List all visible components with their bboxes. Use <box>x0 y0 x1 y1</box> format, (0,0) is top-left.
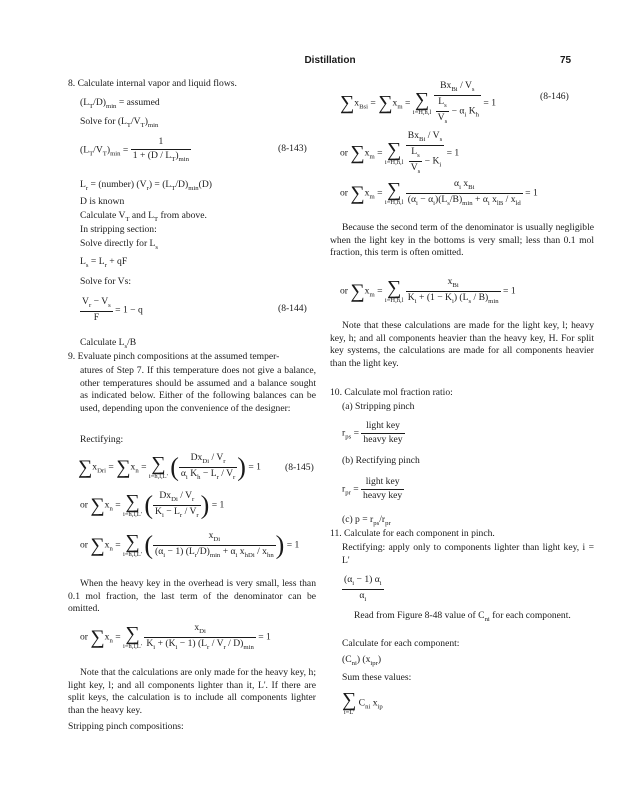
equation-or-rect-2: or $\sum x_n$ = ∑ i=h,l,L' ( $\frac{x_{Di}}{(\alpha_i - 1) (L_r/D)_{min} + \alpha_i x_{hDi} / x_{hn}}$ ) = 1 <box>80 530 300 560</box>
equation-or-rect-3: or $\sum x_n$ = ∑ i=h,l,L' $\frac{x_{Di}}{K_i + (K_i - 1) (L_r / V_r / D)_{min}}$ = 1 <box>80 622 271 651</box>
eq-number-8-144: (8-144) <box>278 303 307 314</box>
calculate-each: Calculate for each component: <box>342 638 460 649</box>
note-paragraph: Note that the calculations are only made for the heavy key, h; light key, l; and all components lighter than it, L'. If there are split keys, the calculation is to include all components lighter than the heavy key. <box>68 667 316 716</box>
page-number: 75 <box>560 55 572 66</box>
solve-vs: Solve for Vs: <box>80 276 131 287</box>
step-9-body: atures of Step 7. If this temperature does not give a balance, other temperatures should be assumed and a balance sought as indicated below. Either of the following balances can be used, depending upon the convenience of the designer: <box>80 365 316 414</box>
equation-8-144: $\frac{V_r - V_s}{F}$ = 1 − q <box>82 296 143 323</box>
equation-or-strip-1: or $\sum x_m$ = ∑ i=H,h,l $Bx_{Bi} / V_s$ $\frac{L_s}{V_s}$ − $K_i$ = 1 <box>340 130 460 175</box>
sum-cni-xip: ∑ i=L' $C_{ni}$ $x_{ip}$ <box>342 689 383 716</box>
step-10a: (a) Stripping pinch <box>342 401 415 412</box>
solve-ls: Solve directly for $L_s$ <box>80 238 159 251</box>
step-10b: (b) Rectifying pinch <box>342 455 420 466</box>
equation-or-rect-1: or $\sum x_n$ = ∑ i=h,l,L' ( $\frac{Dx_{Di} / V_r}{K_i - L_r / V_r}$ ) = 1 <box>80 490 225 520</box>
eq-number-8-143: (8-143) <box>278 143 307 154</box>
step-11-body: Rectifying: apply only to components lighter than light key, i = L' <box>342 542 594 566</box>
sum-values: Sum these values: <box>342 672 412 683</box>
cni-xpr: $(C_{ni})$ $(x_{ipr})$ <box>342 654 382 667</box>
stripping-pinch-label: Stripping pinch compositions: <box>68 721 184 732</box>
alpha-fraction: $\frac{(\alpha_i - 1) \alpha_i}{\alpha_i}$ <box>344 574 382 603</box>
calculate-lsb: Calculate $L_s/B$ <box>80 337 137 350</box>
eq-number-8-145: (8-145) <box>285 462 314 473</box>
second-term-paragraph: Because the second term of the denominator is usually negligible when the light key in the bottoms is very small; less than 0.1 mol fraction, this term is often omitted. <box>330 222 594 259</box>
ltd-min-assumed: $(L_T/D)_{min}$ = assumed <box>80 97 160 110</box>
rps-fraction: $r_{ps}$ = $\frac{\text{light key}}{\text{heavy key}}$ <box>342 420 403 445</box>
equation-8-143: $(L_T/V_T)_{min}$ = $\frac{1}{1 + (D / L_T)_{min}}$ <box>80 136 189 163</box>
calculations-note-paragraph: Note that these calculations are made for the light key, l; heavy key, h; and all components heavier than the heavy key, H. For split key systems, the calculations are made for all components heavier than the light key. <box>330 320 594 369</box>
rectifying-label: Rectifying: <box>80 434 124 445</box>
equation-8-146: $\sum x_{Bsi} = \sum x_m$ = ∑ i=H,h,l $Bx_{Bi} / V_s$ $\frac{L_s}{V_s}$ − $\alpha_i$ $K_h$ = 1 <box>340 80 497 125</box>
d-is-known: D is known <box>80 196 125 207</box>
heavy-key-paragraph: When the heavy key in the overhead is very small, less than 0.1 mol fraction, the last term of the denominator can be omitted. <box>68 578 316 615</box>
step-10c: (c) $p = r_{ps}/r_{pr}$ <box>342 514 391 527</box>
equation-or-strip-3: or $\sum x_m$ = ∑ i=H,h,l $\frac{x_{Bi}}{K_i + (1 - K_i) (L_s / B)_{min}}$ = 1 <box>340 276 516 305</box>
calculate-vl: Calculate $V_T$ and $L_T$ from above. <box>80 210 207 223</box>
step-11-heading: 11. Calculate for each component in pinch. <box>330 528 495 539</box>
ls-equation: $L_s = L_r$ + qF <box>80 256 128 269</box>
solve-lv-min: Solve for $(L_T/V_T)_{min}$ <box>80 116 159 129</box>
lr-equation: $L_r$ = (number) $(V_r) = (L_T/D)_{min}(D)$ <box>80 179 212 192</box>
stripping-section: In stripping section: <box>80 224 157 235</box>
read-figure-paragraph: Read from Figure 8-48 value of $C_{ni}$ for each component. <box>354 610 571 623</box>
rpr-fraction: $r_{pr}$ = $\frac{\text{light key}}{\text{heavy key}}$ <box>342 476 403 501</box>
equation-or-strip-2: or $\sum x_m$ = ∑ i=H,h,l $\frac{\alpha_i x_{Bi}}{(\alpha_i - \alpha_i)(L_s/B)_{min} + \alpha_i x_{lB} / x_{ld}}$ = 1 <box>340 178 538 207</box>
step-10-heading: 10. Calculate mol fraction ratio: <box>330 387 453 398</box>
eq-number-8-146: (8-146) <box>540 91 569 102</box>
running-header-title: Distillation <box>304 55 356 66</box>
step-9-heading: 9. Evaluate pinch compositions at the assumed temper- <box>68 351 280 362</box>
equation-8-145: $\sum x_{Dri} = \sum x_n$ = ∑ i=h,l,L' ( $\frac{Dx_{Di} / V_r}{\alpha_i K_h - L_r / V_r}$ ) = 1 <box>78 452 261 482</box>
step-8-heading: 8. Calculate internal vapor and liquid flows. <box>68 78 237 89</box>
